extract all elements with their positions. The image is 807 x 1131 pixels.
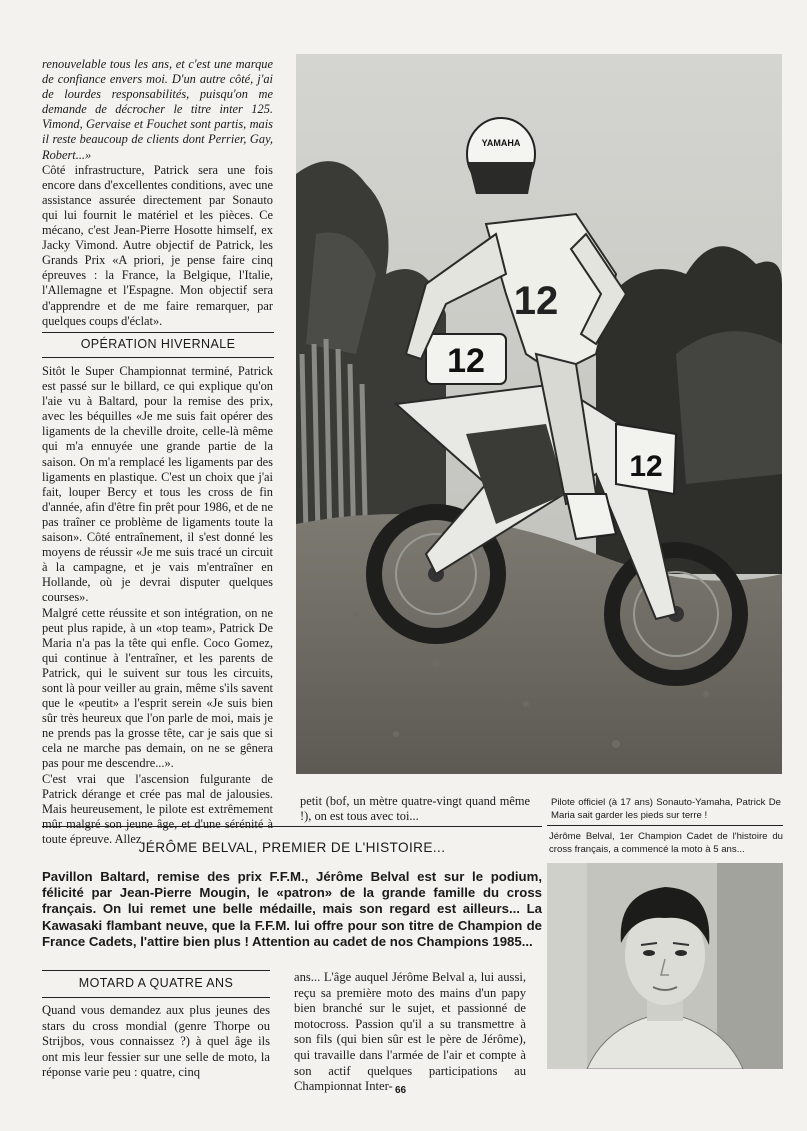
article1-paragraph: C'est vrai que l'ascension fulgurante de Patrick dérange et crée pas mal de jalousies. Mais heureusement, le pilote est extrêmement mûr malgré son jeune âge, et d'une sérénité à toute épreuve. Allez [42,771,273,846]
section-rule [42,970,270,971]
article1-column1-bottom [42,364,273,847]
portrait-photo-illustration [547,863,783,1069]
motocross-photo [296,54,782,774]
article1-paragraph: Sitôt le Super Championnat terminé, Patrick est passé sur le billard, ce qui explique qu'on l'aie vu à Baltard, pour la remise des prix, avec les béquilles «Je me suis fait opérer des ligaments de la cheville droite, celle-là même qui m'a ennuyée une grande partie de la saison. On m'a remplacé les ligaments par des ligaments en plastique. C'est un choix que j'ai fait, louper Bercy et tous les cross de fin d'année, afin d'être fin prêt pour 1986, et de ne pas traîner ce problème de ligaments toute la saison». Côté entraînement, il s'est donné les moyens de réussir «Je me suis tracé un circuit à la campagne, et je vais m'entraîner en Hollande, où je devrai disputer quelques courses». [42,364,273,605]
article1-paragraph: Malgré cette réussite et son intégration, on ne peut plus rapide, à un «top team», Patrick De Maria n'a pas la tête qui enfle. Coco Gomez, qui continue à l'entraîner, et les parents de Patrick, qui le suivent sur tous les circuits, sont là pour veiller au grain, même s'ils savent que le «peutit» a l'esprit serein «Je suis bien sûr très heureux que l'on parle de moi, mais je ne prends pas la grosse tête, car je sais que si cela ne marche pas demain, on ne se gênera pas pour me descendre...». [42,605,273,771]
portrait-photo [547,863,783,1069]
page-number: 66 [395,1085,407,1096]
section-rule [42,357,274,358]
motocross-photo-caption: Pilote officiel (à 17 ans) Sonauto-Yamaha, Patrick De Maria sait garder les pieds sur terre ! [551,797,781,821]
section-heading-motard-a-quatre-ans: MOTARD A QUATRE ANS [78,976,234,990]
caption-divider [547,825,783,826]
front-plate-number: 12 [447,342,485,380]
article1-column2-continuation: petit (bof, un mètre quatre-vingt quand même !), on est tous avec toi... [300,794,530,824]
article1-column1-top [42,57,273,329]
jersey-number: 12 [513,279,559,323]
motocross-photo-illustration [296,54,782,774]
helmet-logo: YAMAHA [481,138,521,148]
article1-paragraph: renouvelable tous les ans, et c'est une marque de confiance envers moi. D'un autre côté, j'ai de lourdes responsabilités, puisqu'on me demande de décrocher le titre inter 125. Vimond, Gervaise et Fouchet sont partis, mais il reste beaucoup de clients dont Perrier, Gay, Robert...» [42,57,273,162]
article2-column1: Quand vous demandez aux plus jeunes des stars du cross mondial (genre Thorpe ou Strijbos, vous connaissez ?) à quel âge ils ont mis leur fessier sur une selle de moto, la réponse varie peu : quatre, cinq [42,1003,270,1080]
side-plate-number: 12 [629,450,663,483]
article2-heading: JÉRÔME BELVAL, PREMIER DE L'HISTOIRE... [138,840,446,855]
article2-lead: Pavillon Baltard, remise des prix F.F.M., Jérôme Belval est sur le podium, félicité par Jean-Pierre Mougin, le «patron» de la grande famille du cross français. On lui remet une belle médaille, mais son regard est ailleurs... La Kawasaki flambant neuve, que la F.F.M. lui offre pour son titre de Champion de France Cadets, l'attire bien plus ! Attention au cadet de nos Champions 1985... [42,869,542,949]
section-rule [42,997,270,998]
portrait-photo-caption: Jérôme Belval, 1er Champion Cadet de l'histoire du cross français, a commencé la moto à 5 ans... [549,831,783,855]
section-heading-operation-hivernale: OPÉRATION HIVERNALE [80,337,236,351]
section-rule [42,332,274,333]
article1-paragraph: Côté infrastructure, Patrick sera une fois encore dans d'excellentes conditions, avec une assistance assurée directement par Sonauto qui lui fournit le matériel et les pièces. Ce mécano, c'est Jean-Pierre Hosotte himself, ex Jacky Vimond. Autre objectif de Patrick, les Grands Prix «A priori, je pense faire cinq épreuves : la France, la Belgique, l'Italie, l'Allemagne et l'Espagne. Mon objectif sera d'apprendre et de me faire remarquer, par quelques coups d'éclat». [42,162,273,328]
article-divider [42,826,542,827]
article2-column2: ans... L'âge auquel Jérôme Belval a, lui aussi, reçu sa première moto des mains d'un papy bien branché sur le sujet, et passionné de motocross. Passion qu'il a su transmettre à son fils (qui bien sûr est le père de Jérôme), qui travaille dans l'armée de l'air et compte à son actif quelques participations au Championnat Inter- [294,970,526,1094]
